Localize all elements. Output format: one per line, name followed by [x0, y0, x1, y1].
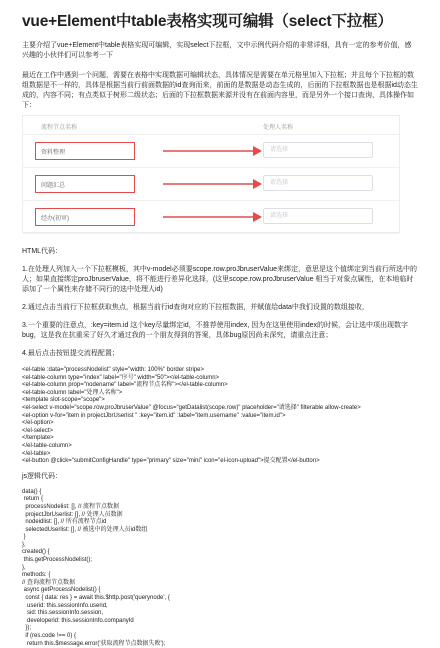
node-name: 资料整理: [41, 150, 66, 156]
html-code-block: [22, 367, 418, 466]
code-line: return this.$message.error('获取流程节点数据失败');: [22, 640, 166, 647]
column-header-node: 流程节点名称: [41, 125, 78, 131]
code-line: sid: this.sessionInfo.session,: [22, 610, 104, 617]
arrow-right-icon: [163, 178, 263, 190]
code-line: this.getProcessNodelist();: [22, 557, 93, 564]
handler-select[interactable]: 请选择: [263, 142, 373, 158]
code-line: </el-select>: [22, 427, 54, 434]
intro-paragraph: 主要介绍了vue+Element中table表格实现可编辑，实现select下拉框，文中示例代码介绍的非常详细，具有一定的参考价值，感兴趣的小伙伴们可以参考一下: [22, 42, 412, 59]
code-line: developerid: this.sessionInfo.companyId: [22, 617, 134, 624]
table-screenshot: [22, 115, 400, 233]
arrow-right-icon: [163, 211, 263, 223]
code-line: <el-select v-model="scope.row.proJbruserValue" @focus="getDatalist(scope.row)" placeholder="请选择" filterable allow-create>: [22, 404, 361, 411]
code-line: <el-table-column type="index" label="序号" width="50"></el-table-column>: [22, 374, 220, 381]
code-line: userid: this.sessionInfo.userid,: [22, 602, 108, 609]
code-line: <template slot-scope="scope">: [22, 397, 105, 404]
code-line: created() {: [22, 549, 50, 556]
code-line: projectJbrUserlist: [], // 处理人员数据: [22, 511, 123, 518]
code-line: data() {: [22, 488, 42, 495]
node-name: 经办(初审): [41, 216, 69, 222]
code-line: <el-table :data="processNodelist" style="width: 100%" border stripe>: [22, 367, 204, 373]
code-line: },: [22, 564, 26, 571]
code-line: <el-table-column prop="nodename" label="流程节点名称"></el-table-column>: [22, 382, 228, 389]
code-line: </el-table>: [22, 450, 51, 457]
js-code-block: [22, 489, 418, 648]
table-row: [23, 201, 399, 234]
code-line: <el-table-column label="处理人名称">: [22, 389, 123, 396]
code-line: </el-option>: [22, 420, 54, 427]
code-line: async getProcessNodelist() {: [22, 587, 101, 594]
code-line: nodeidlist: [], // 所有流程节点id: [22, 519, 107, 526]
node-name: 问题汇总: [41, 183, 66, 189]
page-title: vue+Element中table表格实现可编辑（select下拉框）: [22, 13, 393, 30]
code-line: if (res.code !== 0) {: [22, 633, 77, 639]
handler-select[interactable]: 请选择: [263, 208, 373, 224]
code-line: methods: {: [22, 572, 51, 579]
code-line: <el-option v-for="item in projectJbrUserlist " :key="item.id" :label="item.username" :value="item.id">: [22, 412, 286, 419]
table-row: [23, 168, 399, 201]
code-line: });: [22, 625, 32, 632]
js-code-label: js逻辑代码：: [22, 472, 63, 480]
code-line: selectedUserlist: [], // 被选中的处理人员id数组: [22, 526, 148, 533]
code-line: </template>: [22, 435, 54, 442]
code-line: <el-button @click="submitConfigHandle" type="primary" size="mini" icon="el-icon-upload">提交配置</el-button>: [22, 458, 320, 465]
step-2: 2.通过点击当前行下拉框获取焦点，根据当前行id查询对应的下拉框数据，并赋值给data中我们设置的数组接收，: [22, 304, 369, 311]
code-line: // 查询流程节点数据: [22, 579, 76, 586]
code-line: processNodelist: [], // 流程节点数据: [22, 503, 120, 510]
step-3: 3.一个重要的注意点，:key=item.id 这个key尽量绑定id，不推荐使用index, 因为在这里使用index的时候，会让选中项出现数字bug，这是我在抗重采了好久才通过我的一个朋友得到的答案，具体bug原因尚未深究，请重点注意；: [22, 322, 409, 339]
body-paragraph: 最近在工作中遇到一个问题，需要在表格中实现数据可编辑状态，具体情况是需要在单元格里加入下拉框；并且每个下拉框的数组数据是不一样的，具体是根据当前行前面数据的id查询而来，前面的是数据是动态生成的，后面的下拉框数据也是根据id动态生成的，内容不同；有点类似于树形二级状态；后面的下拉框数据来源并没有在前面内容里，而是另外一个接口查询，具体操作如下：: [22, 72, 418, 109]
handler-select[interactable]: 请选择: [263, 175, 373, 191]
step-4: 4.最后点击按钮提交流程配置；: [22, 350, 119, 357]
code-line: </el-table-column>: [22, 442, 72, 449]
code-line: }: [22, 534, 26, 541]
code-line: const { data: res } = await this.$http.post('querynode', {: [22, 595, 170, 602]
column-header-handler: 处理人名称: [263, 125, 294, 131]
code-line: return {: [22, 496, 44, 503]
step-1: 1.在处理人列加入一个下拉框模板，其中v-model必须要scope.row.proJbruserValue来绑定，意思是这个值绑定到当前行所选中的人；如果直接绑定proJbruserValue，将不能进行差异化选择，(这里scope.row.proJbruserValue 相当于对象点属性，在本地临时添加了一个属性来存储不同行的选中处理人id): [22, 266, 418, 293]
table-row: [23, 135, 399, 168]
html-code-label: HTML代码：: [22, 248, 63, 255]
code-line: },: [22, 541, 26, 548]
arrow-right-icon: [163, 145, 263, 157]
table-header: [23, 116, 399, 135]
